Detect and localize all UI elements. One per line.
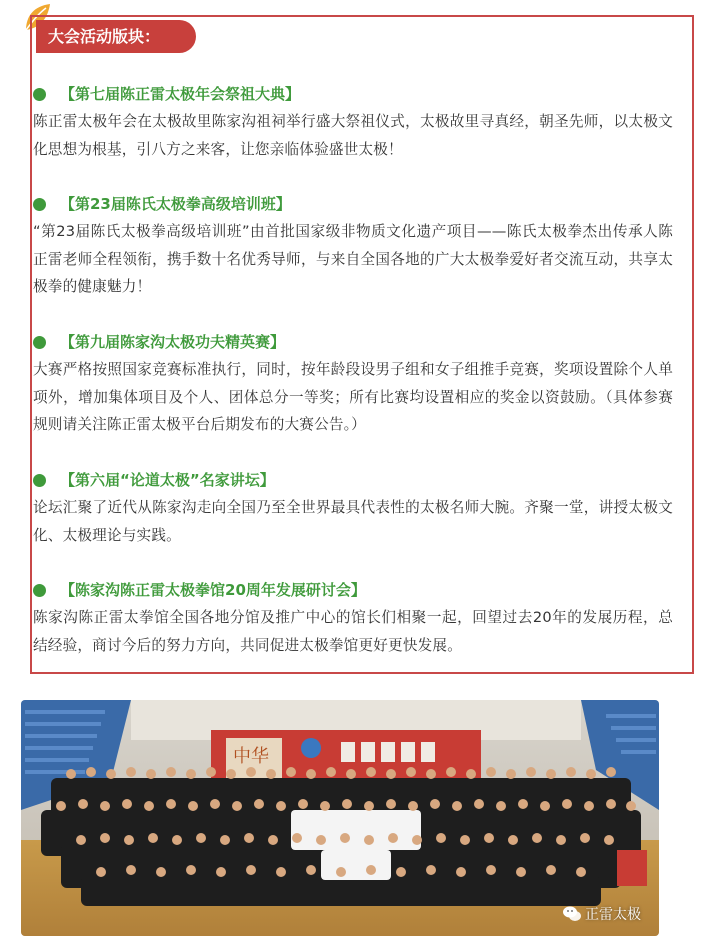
section-title: 【第六届“论道太极”名家讲坛】 — [60, 471, 275, 489]
section-training-class — [33, 190, 673, 301]
bullet-dot-icon — [33, 336, 46, 349]
bullet-dot-icon — [33, 584, 46, 597]
watermark-text: 正雷太极 — [585, 907, 641, 923]
section-body: 陈正雷太极年会在太极故里陈家沟祖祠举行盛大祭祖仪式，太极故里寻真经，朝圣先师，以太极文化思想为根基，引八方之来客，让您亲临体验盛世太极！ — [33, 113, 673, 158]
wechat-icon — [563, 906, 581, 922]
section-lecture-forum — [33, 466, 673, 549]
section-title: 【陈家沟陈正雷太极拳馆20周年发展研讨会】 — [60, 581, 366, 599]
section-title: 【第九届陈家沟太极功夫精英赛】 — [60, 333, 286, 351]
bullet-dot-icon — [33, 198, 46, 211]
group-photo — [21, 700, 659, 936]
section-body: 大赛严格按照国家竞赛标准执行，同时，按年龄段设男子组和女子组推手竞赛，奖项设置除个人单项外，增加集体项目及个人、团体总分一等奖；所有比赛均设置相应的奖金以资鼓励。（具体参赛规则请关注陈正雷太极平台后期发布的大赛公告。） — [33, 361, 673, 433]
section-kungfu-competition — [33, 328, 673, 439]
section-ancestor-ceremony — [33, 80, 673, 163]
bullet-dot-icon — [33, 474, 46, 487]
section-body: 论坛汇聚了近代从陈家沟走向全国乃至全世界最具代表性的太极名师大腕。齐聚一堂，讲授太极文化、太极理论与实践。 — [33, 499, 673, 544]
watermark — [563, 904, 641, 924]
group-photo-illustration — [21, 700, 659, 936]
section-tag: 大会活动版块： — [36, 20, 196, 53]
bullet-dot-icon — [33, 88, 46, 101]
banner-text: 中华 — [233, 746, 269, 767]
section-anniversary-seminar — [33, 576, 673, 659]
section-body: “第23届陈氏太极拳高级培训班”由首批国家级非物质文化遗产项目——陈氏太极拳杰出传承人陈正雷老师全程领衔，携手数十名优秀导师，与来自全国各地的广大太极拳爱好者交流互动，共享太极拳的健康魅力！ — [33, 223, 673, 295]
section-title: 【第23届陈氏太极拳高级培训班】 — [60, 195, 291, 213]
section-body: 陈家沟陈正雷太拳馆全国各地分馆及推广中心的馆长们相聚一起，回望过去20年的发展历程，总结经验，商讨今后的努力方向，共同促进太极拳馆更好更快发展。 — [33, 609, 673, 654]
section-title: 【第七届陈正雷太极年会祭祖大典】 — [60, 85, 301, 103]
